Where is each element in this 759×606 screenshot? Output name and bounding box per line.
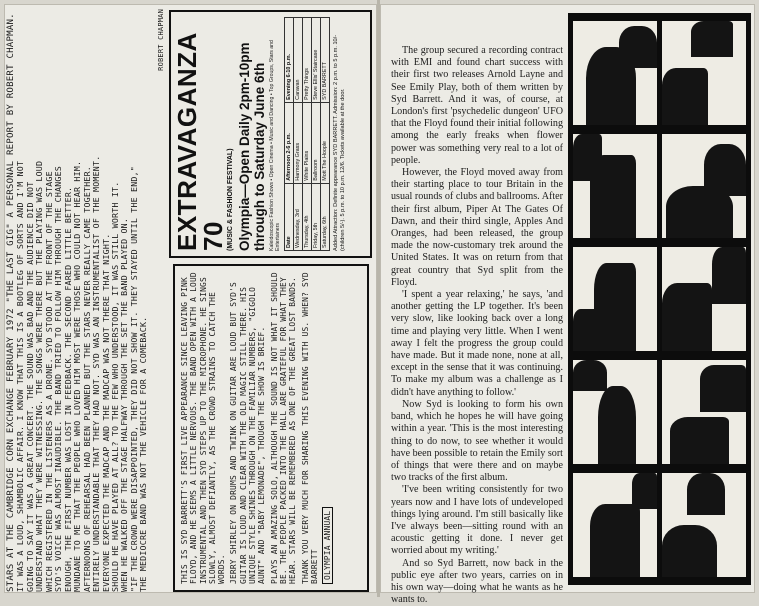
film-frame: [573, 134, 657, 238]
photo-shadow: [700, 365, 746, 412]
ad-table-cell: SYD BARRETT: [321, 18, 330, 103]
review-line: "IF THE CROWD WERE DISAPPOINTED, THEY DID NOT SHOW IT. THEY STAYED UNTIL THE END,": [128, 165, 139, 592]
photo-shadow: [662, 68, 708, 125]
box-paragraph: JERRY SHIRLEY ON DRUMS AND TWINK ON GUITAR ARE LOUD BUT SYD'S GUITAR IS LOUD AND CLEAR WITH THE OLD MAGIC STILL THERE. HIS UNIQUE STYLE SHINES THROUGH ON THE FAMILIAR NUMBERS, "GIGOLO AUNT" AND "BABY LEMONADE", THOUGH THE SHOW IS BRIEF.: [229, 282, 267, 584]
ad-headline: Olympia—Open Daily 2pm-10pm through to Saturday June 6th: [237, 42, 267, 251]
left-page-rotated-content: [7, 9, 376, 592]
ad-table-cell: Caravan: [294, 18, 303, 103]
review-line: GOING TO SAY IT WAS A GREAT CONCERT. THE SOUND WAS BAD AND THE AUDIENCE DID NOT: [24, 181, 35, 592]
box-paragraph: THANK YOU VERY MUCH FOR SHARING THIS EVENING WITH US. WHEN? SYD BARRETT: [300, 272, 319, 584]
handwritten-box: [173, 264, 369, 592]
review-line: UNDERSTAND WHAT THEY WERE WITNESSING. THE SONGS WERE THERE BUT THE PLAYING WAS LOUD: [34, 160, 45, 592]
photo-shadow: [598, 386, 636, 464]
photo-shadow: [619, 26, 657, 68]
right-page: [380, 4, 755, 606]
ad-table-cell: Mott The Hoople: [321, 102, 330, 183]
photo-shadow: [573, 134, 602, 181]
review-signature: ROBERT CHAPMAN: [157, 9, 165, 71]
review-line: AFTERNOONS OF REHEARSAL HAD BEEN PLANNED BUT THE STARS NEVER REALLY CAME TOGETHER.: [81, 165, 92, 592]
review-line: MUNDANE TO ME THAT THE PEOPLE WHO LOVED HIM MOST WERE THOSE WHO COULD NOT HEAR HIM.: [72, 160, 83, 592]
film-frame: [573, 473, 657, 577]
left-page: [4, 4, 377, 593]
ad-table-row: [303, 18, 312, 251]
article-paragraph: 'I spent a year relaxing,' he says, 'and another getting the LP together. It's been very slow, like looking back over a long time and playing very little. When I went away I felt the progress the group could have made. But it made none, none at all, except in the sense that it was continuing. To make my album was a challenge as I didn't have anything to follow.': [391, 289, 563, 398]
article-paragraph: And so Syd Barrett, now back in the public eye after two years, carries on in his own way—doing what he wants as he wants to.: [391, 557, 563, 606]
ad-table-cell: White Plains: [303, 102, 312, 183]
film-frame: [573, 247, 657, 351]
film-frame: [662, 473, 746, 577]
ad-table-cell: Friday, 5th: [312, 183, 321, 250]
review-line: THE MEDIOCRE BAND WAS NOT THE VEHICLE FOR A COMEBACK.: [138, 316, 149, 592]
review-line: EVERYONE EXPECTED THE MADCAP AND THE MADCAP WAS NOT THERE THAT NIGHT.: [100, 233, 111, 592]
handwritten-review: [7, 9, 159, 592]
photo-shadow: [670, 417, 729, 464]
film-frame: [573, 21, 657, 125]
film-frame: [662, 360, 746, 464]
ad-subtitle: (MUSIC & FASHION FESTIVAL): [227, 148, 234, 251]
film-frame: [662, 247, 746, 351]
review-line: SHOULD HE HAVE PLAYED AT ALL? TO THE FEW WHO UNDERSTOOD, IT WAS STILL WORTH IT.: [109, 181, 120, 592]
ad-table-cell: Thursday, 4th: [303, 183, 312, 250]
review-line: WHICH REGISTERED IN THE LISTENERS AS A DRONE. SYD STOOD AT THE FRONT OF THE STAGE: [43, 171, 54, 592]
ad-table-header-cell: Afternoon 2-6 p.m.: [285, 102, 294, 183]
ad-small-print: Kaleidoscopic Fashion Shows • Open Cinema • Music and Dancing • Top Groups, Stars and Entertainers: [269, 40, 281, 251]
ad-billing-table: [284, 17, 330, 251]
ad-table-header: [285, 18, 294, 251]
review-line: IT WAS A LOUD, SHAMBOLIC AFFAIR. I KNOW THAT THIS IS A BOOTLEG OF SORTS AND I'M NOT: [15, 160, 26, 592]
photo-shadow: [662, 525, 717, 577]
box-paragraph: THIS IS SYD BARRETT'S FIRST LIVE APPEARANCE SINCE LEAVING PINK FLOYD, AND HE SEEMS A LITTLE NERVOUS. THE BAND OPEN WITH A LOUD INSTRUMENTAL AND THEN SYD STEPS UP TO THE MICROPHONE. HE SINGS SLOWLY, ALMOST DEFIANTLY, AS THE CROWD STRAINS TO CATCH THE WORDS.: [180, 272, 227, 584]
article-paragraph: 'I've been writing consistently for two years now and I have lots of undeveloped things lying around. I'm still basically like I've always been—sitting round with an acoustic getting it done. I never get worried about my writing.': [391, 484, 563, 557]
film-frame: [662, 134, 746, 238]
ad-table-cell: Harmony Grass: [294, 102, 303, 183]
box-paragraph: PLAYS AN AMAZING SOLO, ALTHOUGH THE SOUND IS NOT WHAT IT SHOULD BE. THE PEOPLE PACKED INTO THE HALL ARE GRATEFUL FOR WHAT THEY HEAR. STARS WILL BE REMEMBERED AS ONE OF THE GREAT LOST BANDS.: [269, 272, 298, 584]
photo-shadow: [704, 144, 746, 196]
review-line: SYD'S VOICE WAS ALMOST INAUDIBLE. THE BAND TRIED TO FOLLOW HIM THROUGH THE CHANGES: [53, 165, 64, 592]
photo-shadow: [590, 504, 640, 577]
box-signature: OLYMPIA ANNUAL: [322, 507, 333, 584]
film-frame: [573, 360, 657, 464]
review-line: WHEN HE WALKED OFF THE STAGE HALFWAY THROUGH THE SET THE BAND PLAYED ON.: [119, 217, 130, 592]
photo-shadow: [632, 473, 657, 509]
ad-table-cell: Ballroom: [312, 102, 321, 183]
article-paragraph: Now Syd is looking to form his own band, which he hopes he will have going within a year. 'This is the most interesting thing to do now, to see whether it would have been possible to retain the Emily sort of things that were there and on maybe two tracks of the first album.: [391, 398, 563, 484]
photo-shadow: [691, 21, 733, 57]
extravaganza-ad: [169, 10, 372, 258]
film-strip: [568, 13, 751, 585]
photo-shadow: [712, 247, 746, 304]
ad-table-cell: Saturday, 6th: [321, 183, 330, 250]
review-line: ENTIRELY UNDERSTANDABLE THAT THEY HAD NOT. SYD WAS AN INSTRUMENTALIST OF THE MOMENT.: [91, 155, 102, 592]
photo-shadow: [594, 263, 636, 351]
article-paragraph: However, the Floyd moved away from their starting place to tour Britain in the usual rounds of clubs and ballrooms. After their first album, Piper At The Gates Of Dawn, and their third single, Apples And Oranges, had been released, the group made the now-customary trek around the United States. It was on return from that great country that Syd split from the Floyd.: [391, 167, 563, 288]
ad-table-row: [294, 18, 303, 251]
film-frame: [662, 21, 746, 125]
ad-table-cell: Wednesday, 3rd: [294, 183, 303, 250]
ad-table-header-cell: Evening 6-10 p.m.: [285, 18, 294, 103]
ad-table-row: [321, 18, 330, 251]
ad-footer: Added Attraction: Definite appearance SYD BARRETT. Admission: 2 p.m. to 5 p.m. 10/- (children 5/-). 5 p.m. to 10 p.m. 12/6. Tickets available at the door.: [333, 34, 346, 251]
ad-table-header-cell: Date: [285, 183, 294, 250]
ad-title: EXTRAVAGANZA 70: [172, 33, 228, 251]
ad-table-row: [312, 18, 321, 251]
ad-table-cell: Pretty Things: [303, 18, 312, 103]
review-line: STARS AT THE CAMBRIDGE CORN EXCHANGE FEBRUARY 1972 "THE LAST GIG" A PERSONAL REPORT BY ROBERT CHAPMAN.: [6, 13, 16, 592]
article-paragraph: The group secured a recording contract with EMI and found chart success with their first two releases Arnold Layne and See Emily Play, both of them written by Syd Barrett. And it was, of course, at London's first 'psychedelic dungeon' UFO that the Floyd found their initial following among the early freaks when flower power was something very real to a lot of people.: [391, 45, 563, 166]
photo-shadow: [662, 283, 712, 351]
photo-shadow: [573, 360, 607, 391]
review-line: ENOUGH, THE FIRST NUMBER WAS LOST IN FEEDBACK. THE SECOND FARED LITTLE BETTER.: [62, 186, 73, 592]
photo-shadow: [687, 473, 725, 515]
ad-table-cell: Steve Ellis' Staircase: [312, 18, 321, 103]
photo-shadow: [573, 309, 598, 351]
article-text: [391, 45, 563, 606]
